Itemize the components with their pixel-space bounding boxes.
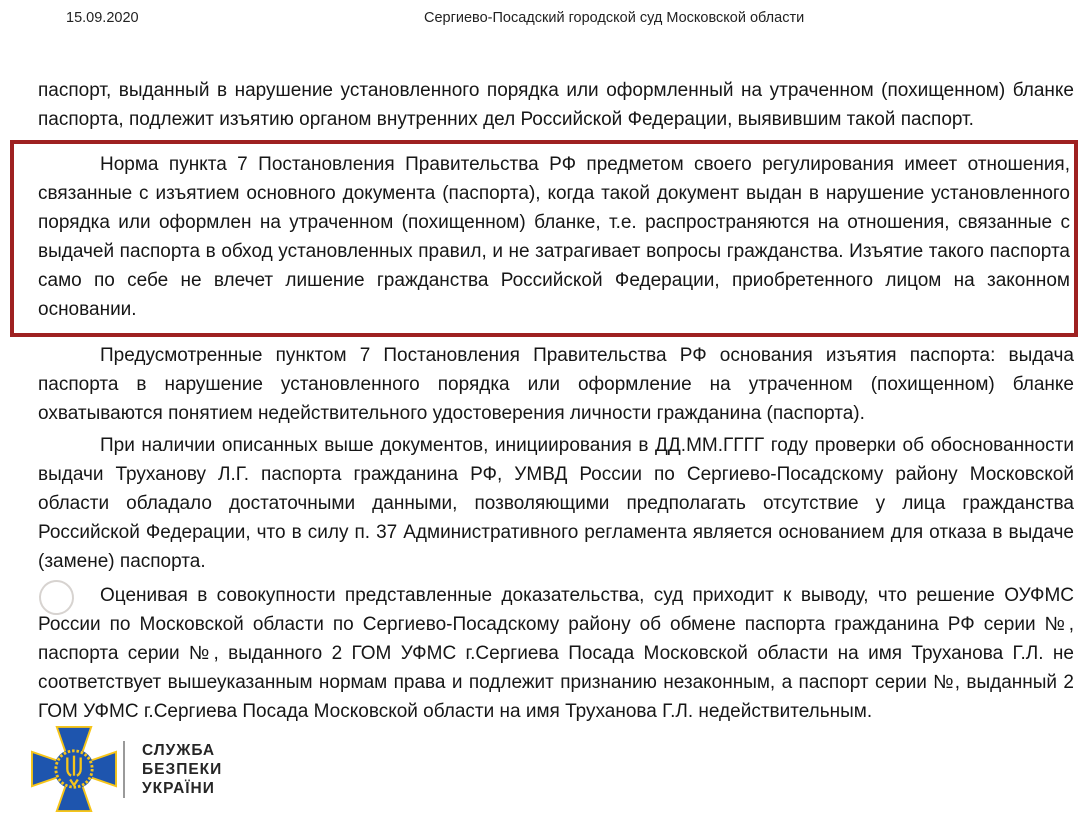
paragraph-passport-seizure: паспорт, выданный в нарушение установленного порядка или оформленный на утраченном (похищенном) бланке паспорта, подлежит изъятию органом внутренних дел Российской Федерации, выявившим такой паспорт. [38, 80, 1074, 130]
sbu-logo [31, 726, 222, 812]
highlight-red-box [10, 140, 1078, 337]
paragraph-documents-check: При наличии описанных выше документов, инициирования в ДД.ММ.ГГГГ году проверки об обоснованности выдачи Труханову Л.Г. паспорта гражданина РФ, УМВД России по Сергиево-Посадскому району Московской области обладало достаточными данными, позволяющими предполагать отсутствие у лица гражданства Российской Федерации, что в силу п. 37 Административного регламента является основанием для отказа в выдаче (замене) паспорта. [38, 435, 1074, 572]
logo-divider [123, 741, 125, 798]
sbu-logo-text [142, 741, 222, 798]
court-name: Сергиево-Посадский городской суд Московской области [424, 10, 805, 26]
sbu-emblem-icon [31, 726, 117, 812]
document-body [0, 76, 1080, 726]
paragraph-court-conclusion: Оценивая в совокупности представленные доказательства, суд приходит к выводу, что решение ОУФМС России по Московской области по Сергиево-Посадскому району об обмене паспорта гражданина РФ серии №, паспорта серии №, выданного 2 ГОМ УФМС г.Сергиева Посада Московской области на имя Труханова Г.Л. не соответствует вышеуказанным нормам права и подлежит признанию незаконным, а паспорт серии №, выданный 2 ГОМ УФМС г.Сергиева Посада Московской области на имя Труханова Г.Л. недействительным. [38, 585, 1074, 722]
paragraph-highlighted-norm: Норма пункта 7 Постановления Правительства РФ предметом своего регулирования имеет отношения, связанные с изъятием основного документа (паспорта), когда такой документ выдан в нарушение установленного порядка или оформлен на утраченном (похищенном) бланке, т.е. распространяются на отношения, связанные с выдачей паспорта в обход установленных правил, и не затрагивает вопросы гражданства. Изъятие такого паспорта само по себе не влечет лишение гражданства Российской Федерации, приобретенного лицом на законном основании. [38, 154, 1070, 320]
paragraph-seizure-grounds: Предусмотренные пунктом 7 Постановления Правительства РФ основания изъятия паспорта: выдача паспорта в нарушение установленного порядка или оформление на утраченном (похищенном) бланке охватываются понятием недействительного удостоверения личности гражданина (паспорта). [38, 345, 1074, 424]
logo-text-line-2: БЕЗПЕКИ [142, 760, 223, 778]
logo-text-line-3: УКРАЇНИ [142, 779, 215, 797]
paragraph-conclusion-wrap [38, 581, 1074, 726]
logo-text-line-1: СЛУЖБА [142, 741, 216, 759]
page-header [0, 0, 1080, 76]
document-date: 15.09.2020 [66, 10, 139, 26]
